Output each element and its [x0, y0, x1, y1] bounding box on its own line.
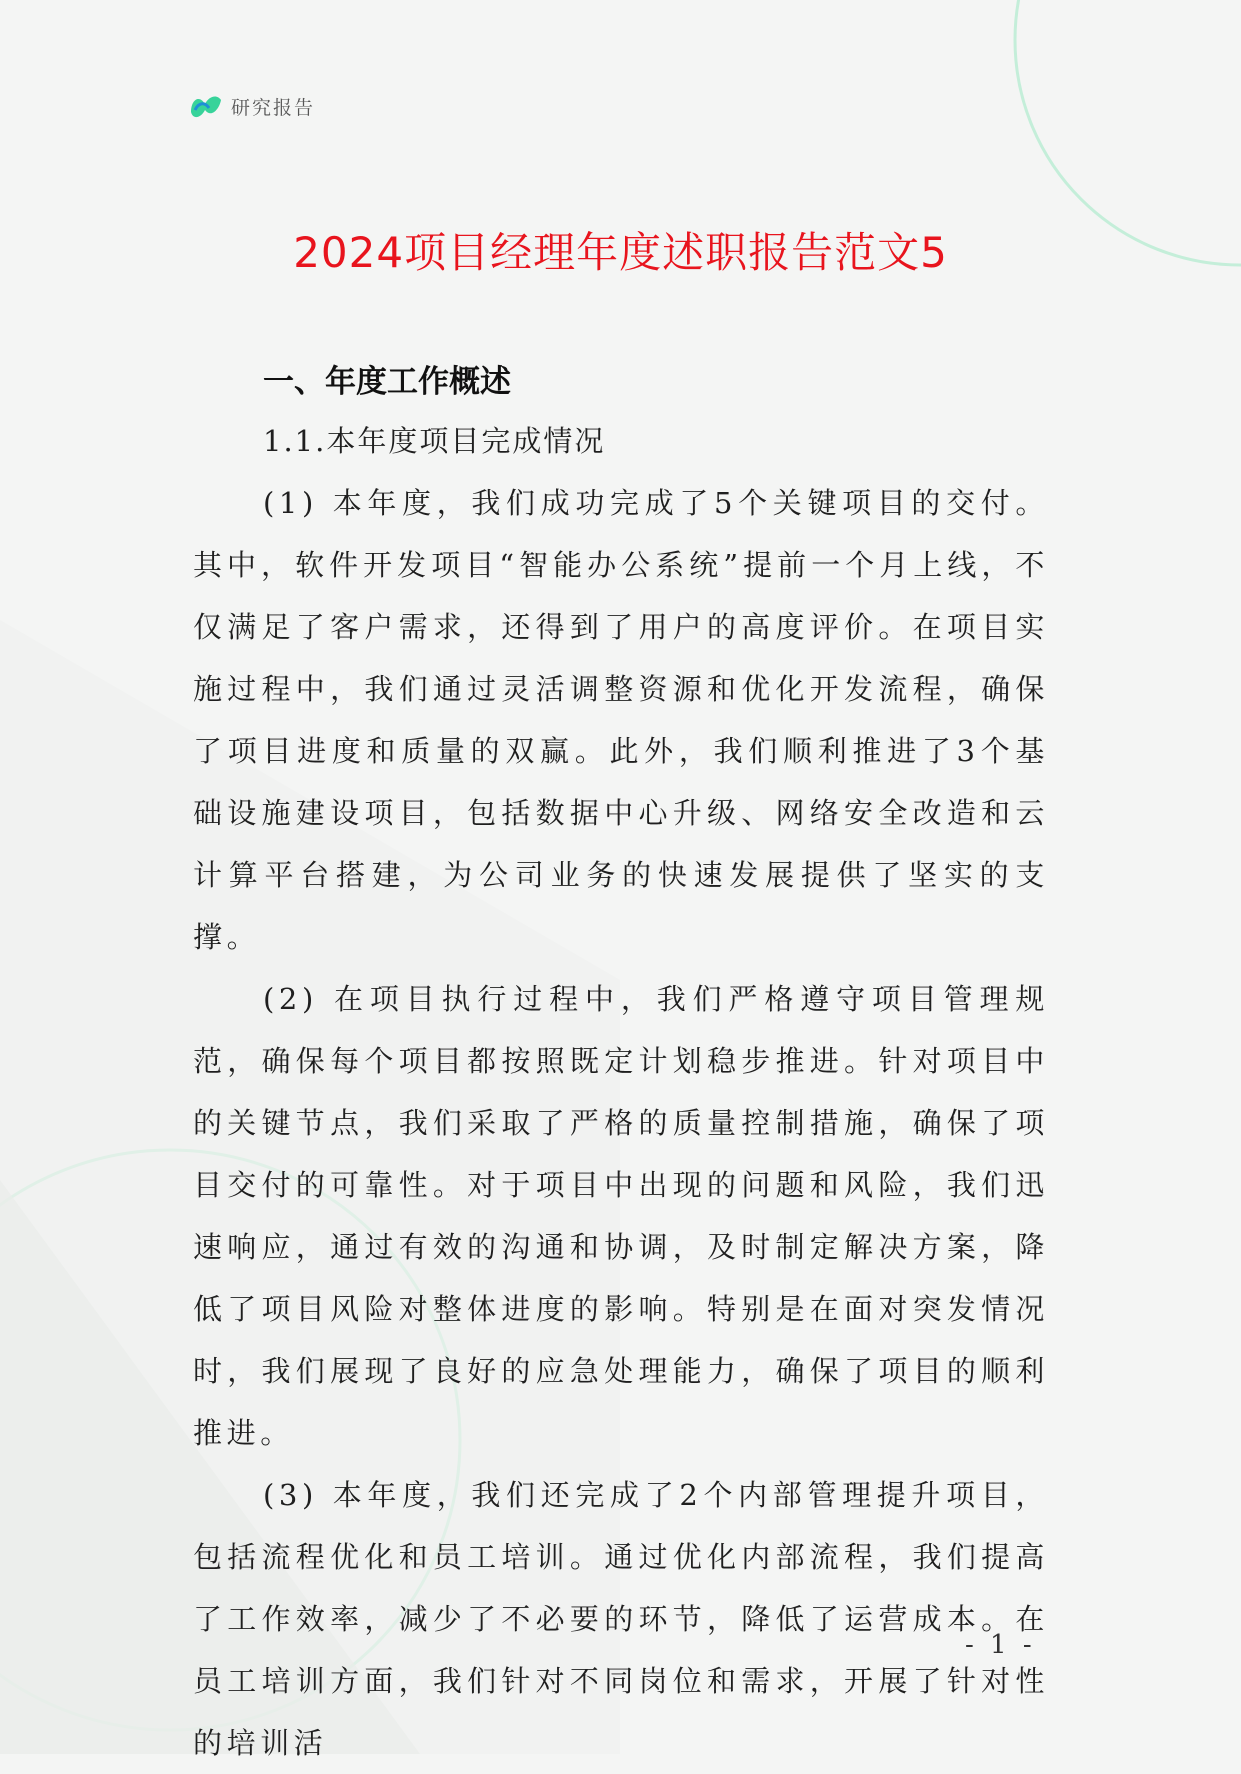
section-heading: 一、年度工作概述	[263, 364, 511, 400]
leaf-logo-icon	[187, 90, 223, 122]
document-body	[193, 354, 1049, 1774]
paragraph-1: (1) 本年度，我们成功完成了5个关键项目的交付。其中，软件开发项目“智能办公系统”提前一个月上线，不仅满足了客户需求，还得到了用户的高度评价。在项目实施过程中，我们通过灵活调整资源和优化开发流程，确保了项目进度和质量的双赢。此外，我们顺利推进了3个基础设施建设项目，包括数据中心升级、网络安全改造和云计算平台搭建，为公司业务的快速发展提供了坚实的支撑。	[193, 486, 1049, 954]
document-title: 2024项目经理年度述职报告范文5	[293, 228, 948, 277]
header-logo	[187, 90, 315, 122]
page-number: - 1 -	[965, 1630, 1036, 1660]
paragraph-2: (2) 在项目执行过程中，我们严格遵守项目管理规范，确保每个项目都按照既定计划稳步推进。针对项目中的关键节点，我们采取了严格的质量控制措施，确保了项目交付的可靠性。对于项目中出现的问题和风险，我们迅速响应，通过有效的沟通和协调，及时制定解决方案，降低了项目风险对整体进度的影响。特别是在面对突发情况时，我们展现了良好的应急处理能力，确保了项目的顺利推进。	[193, 982, 1049, 1450]
paragraph-3: (3) 本年度，我们还完成了2个内部管理提升项目，包括流程优化和员工培训。通过优化内部流程，我们提高了工作效率，减少了不必要的环节，降低了运营成本。在员工培训方面，我们针对不同岗位和需求，开展了针对性的培训活	[193, 1478, 1049, 1760]
logo-text: 研究报告	[231, 96, 316, 119]
subsection-heading: 1.1.本年度项目完成情况	[263, 424, 606, 458]
